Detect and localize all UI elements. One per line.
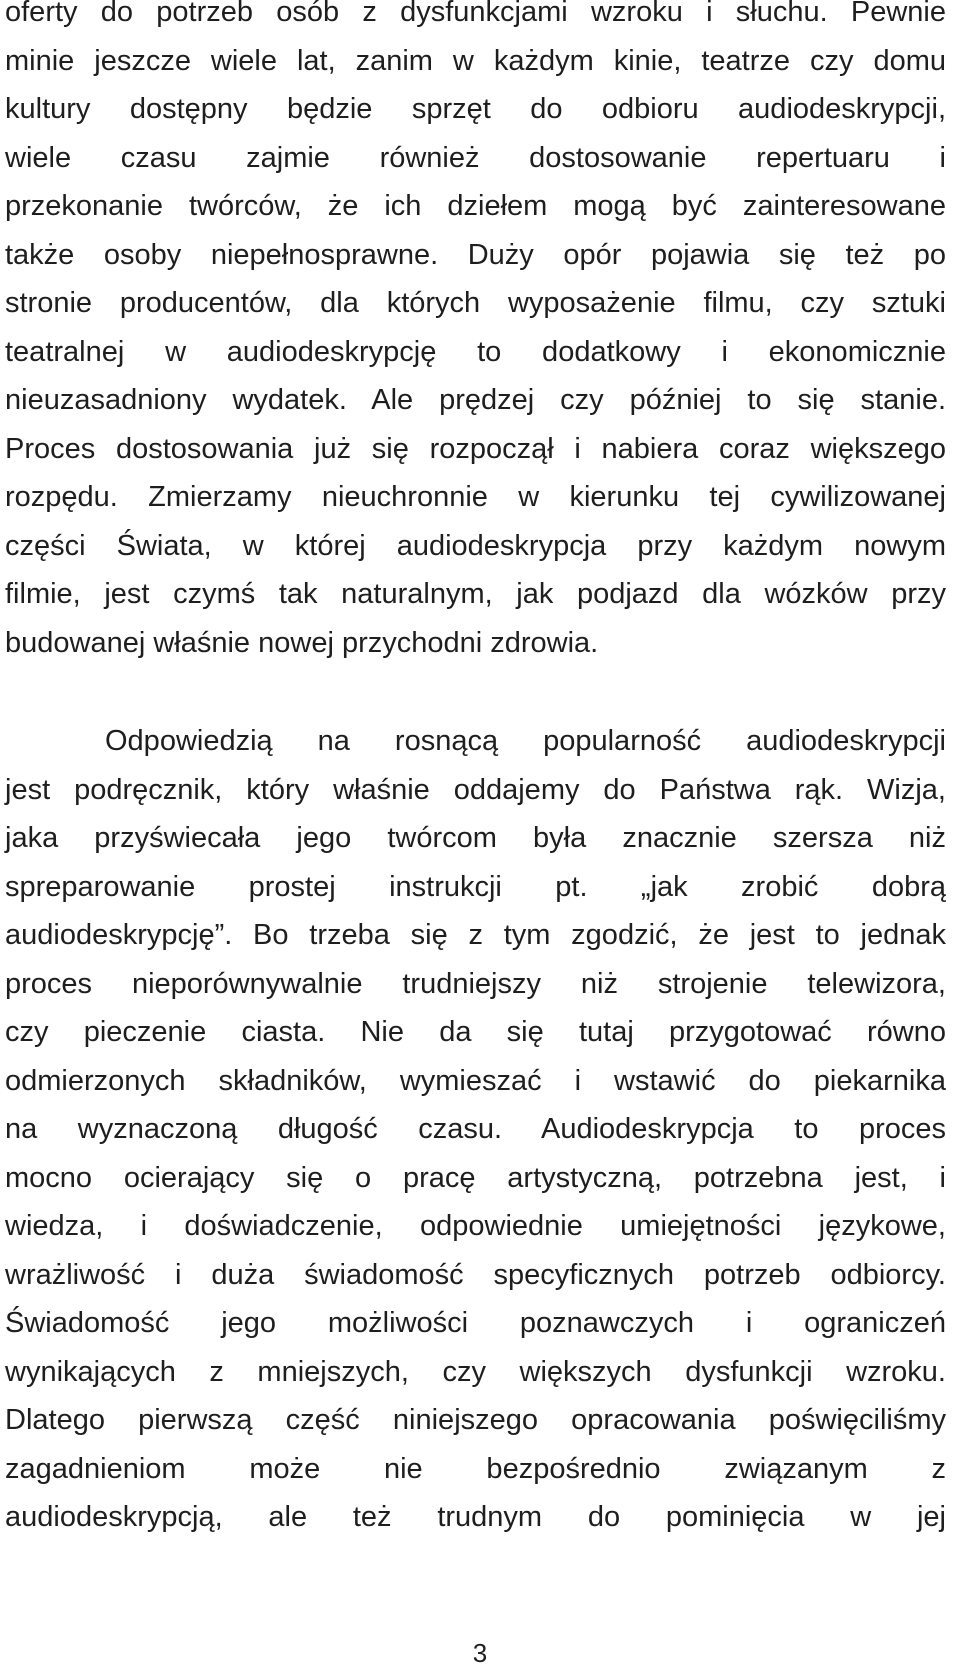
text-line: wynikających z mniejszych, czy większych dysfunkcji wzroku. — [5, 1355, 946, 1388]
text-line: minie jeszcze wiele lat, zanim w każdym kinie, teatrze czy domu — [5, 44, 946, 77]
text-line: jaka przyświecała jego twórcom była znacznie szersza niż — [5, 822, 946, 854]
text-line: Odpowiedzią na rosnącą popularność audiodeskrypcji — [105, 725, 946, 757]
text-line: jest podręcznik, który właśnie oddajemy do Państwa rąk. Wizja, — [5, 773, 946, 806]
paragraph-2 — [5, 717, 946, 1542]
text-line: wiedza, i doświadczenie, odpowiednie umiejętności językowe, — [5, 1210, 946, 1242]
text-line: części Świata, w której audiodeskrypcja przy każdym nowym — [5, 529, 946, 562]
paragraph-1 — [5, 0, 946, 667]
text-line: spreparowanie prostej instrukcji pt. „jak zrobić dobrą — [5, 870, 946, 903]
text-line: Świadomość jego możliwości poznawczych i ograniczeń — [5, 1307, 946, 1339]
text-line: czy pieczenie ciasta. Nie da się tutaj przygotować równo — [5, 1016, 946, 1048]
text-line: odmierzonych składników, wymieszać i wstawić do piekarnika — [5, 1064, 946, 1097]
page-number: 3 — [472, 1638, 488, 1668]
text-line: rozpędu. Zmierzamy nieuchronnie w kierunku tej cywilizowanej — [5, 481, 946, 513]
text-line: filmie, jest czymś tak naturalnym, jak podjazd dla wózków przy — [5, 578, 946, 610]
text-line: na wyznaczoną długość czasu. Audiodeskrypcja to proces — [5, 1113, 946, 1145]
text-line: zagadnieniom może nie bezpośrednio związanym z — [5, 1452, 946, 1485]
text-line: nieuzasadniony wydatek. Ale prędzej czy później to się stanie. — [5, 384, 946, 416]
text-line: budowanej właśnie nowej przychodni zdrowia. — [5, 626, 599, 659]
text-line: także osoby niepełnosprawne. Duży opór pojawia się też po — [5, 238, 946, 271]
text-line: stronie producentów, dla których wyposażenie filmu, czy sztuki — [5, 287, 946, 319]
text-line: wiele czasu zajmie również dostosowanie repertuaru i — [5, 141, 946, 174]
text-line: audiodeskrypcją, ale też trudnym do pominięcia w jej — [5, 1501, 946, 1533]
text-line: kultury dostępny będzie sprzęt do odbioru audiodeskrypcji, — [5, 93, 946, 125]
text-line: teatralnej w audiodeskrypcję to dodatkowy i ekonomicznie — [5, 335, 946, 368]
text-line: oferty do potrzeb osób z dysfunkcjami wzroku i słuchu. Pewnie — [5, 0, 946, 28]
text-line: Dlatego pierwszą część niniejszego opracowania poświęciliśmy — [5, 1404, 946, 1436]
text-line: audiodeskrypcję”. Bo trzeba się z tym zgodzić, że jest to jednak — [5, 919, 946, 951]
text-line: proces nieporównywalnie trudniejszy niż strojenie telewizora, — [5, 967, 946, 1000]
text-line: Proces dostosowania już się rozpoczął i nabiera coraz większego — [5, 432, 946, 465]
paragraph-gap — [5, 667, 946, 717]
text-line: mocno ocierający się o pracę artystyczną, potrzebna jest, i — [5, 1161, 946, 1194]
text-line: wrażliwość i duża świadomość specyficznych potrzeb odbiorcy. — [5, 1258, 946, 1291]
text-line: przekonanie twórców, że ich dziełem mogą być zainteresowane — [5, 190, 946, 222]
